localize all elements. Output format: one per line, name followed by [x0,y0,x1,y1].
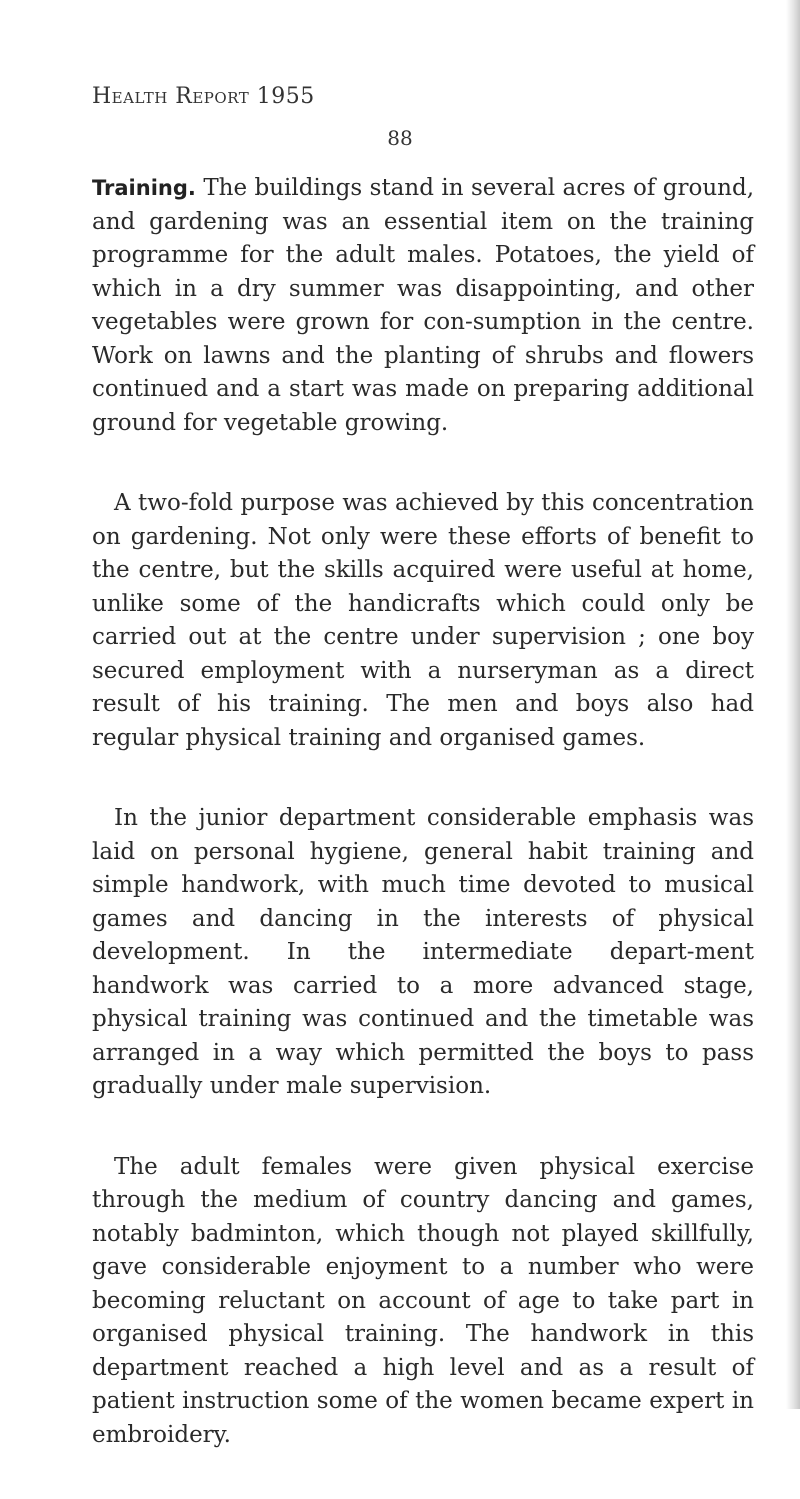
paragraph-1 [92,172,754,440]
paragraph-4: The adult females were given physical exercise through the medium of country dancing and games, notably badminton, which though not played skillfully, gave considerable enjoyment to a number who were becoming reluctant on account of age to take part in organised physical training. The handwork in this department reached a high level and as a result of patient instruction some of the women became expert in embroidery. [92,1153,754,1448]
body-text [92,172,754,1499]
page-number: 88 [387,126,413,150]
section-heading: Training. [92,176,196,200]
page-edge-shadow [786,0,800,1409]
running-head: Health Report 1955 [92,84,315,109]
paragraph-1-text: The buildings stand in several acres of ground, and gardening was an essential item on the training programme for the adult males. Potatoes, the yield of which in a dry summer was disappointing, and other vegetables were grown for con-sumption in the centre. Work on lawns and the planting of shrubs and flowers continued and a start was made on preparing additional ground for vegetable growing. [92,175,754,436]
paragraph-2: A two-fold purpose was achieved by this concentration on gardening. Not only were these efforts of benefit to the centre, but the skills acquired were useful at home, unlike some of the handicrafts which could only be carried out at the centre under supervision ; one boy secured employment with a nurseryman as a direct result of his training. The men and boys also had regular physical training and organised games. [92,490,754,751]
paragraph-3: In the junior department considerable emphasis was laid on personal hygiene, general habit training and simple handwork, with much time devoted to musical games and dancing in the interests of physical development. In the intermediate depart-ment handwork was carried to a more advanced stage, physical training was continued and the timetable was arranged in a way which permitted the boys to pass gradually under male supervision. [92,805,754,1099]
